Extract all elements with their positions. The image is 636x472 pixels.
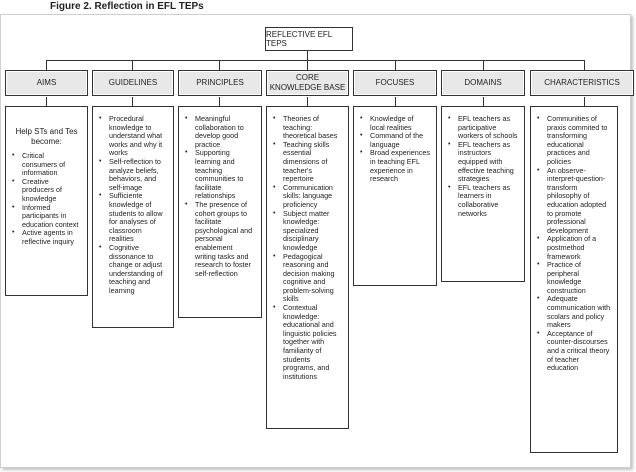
list-item: • EFL teachers as learners in collaborative networks — [442, 184, 524, 218]
list-item: • Communities of praxis commited to transforming educational practices and policies — [531, 115, 617, 167]
body-connector — [584, 97, 585, 106]
column-core-knowledge — [266, 106, 349, 429]
root-connector — [307, 50, 308, 60]
list-item: • An observe-interpret-question-transform philosophy of education adopted to promote professional development — [531, 167, 617, 236]
list-item: • Subject matter knowledge: specialized disciplinary knowledge — [267, 210, 348, 253]
list-item: • Cognitive dissonance to change or adjust understanding of teaching and learning — [93, 244, 173, 296]
body-connector — [132, 97, 133, 106]
list-item: • Active agents in reflective inquiry — [6, 229, 87, 246]
column-aims — [5, 106, 88, 296]
column-domains — [441, 106, 525, 282]
header-focuses: FOCUSES — [353, 70, 437, 96]
list-item: • Creative producers of knowledge — [6, 178, 87, 204]
root-node: REFLECTIVE EFL TEPS — [265, 27, 353, 51]
list-item: • Application of a postmethod framework — [531, 235, 617, 261]
header-characteristics: CHARACTERISTICS — [530, 70, 634, 96]
list-item: • Procedural knowledge to understand what works and why it works — [93, 115, 173, 158]
header-connector — [395, 60, 396, 70]
list-item: • Pedagogical reasoning and decision making cognitive and problem-solving skills — [267, 253, 348, 305]
body-connector — [46, 97, 47, 106]
list-item: • Informed participants in education context — [6, 204, 87, 230]
header-principles: PRINCIPLES — [178, 70, 262, 96]
list-item: • Critical consumers of information — [6, 152, 87, 178]
list-item: • Sufficiente knowledge of students to allow for analyses of classroom realities — [93, 192, 173, 244]
header-connector — [132, 60, 133, 70]
list-item: • Communication skills: language proficiency — [267, 184, 348, 210]
header-guidelines: GUIDELINES — [92, 70, 174, 96]
header-connector — [219, 60, 220, 70]
column-characteristics — [530, 106, 618, 453]
list-item: • Acceptance of counter-discourses and a critical theory of teacher education — [531, 330, 617, 373]
list-item: • Teaching skills essential dimensions of teacher's repertoire — [267, 141, 348, 184]
figure-title: Figure 2. Reflection in EFL TEPs — [50, 1, 204, 12]
header-connector — [46, 60, 47, 70]
list-item: • Contextual knowledge: educational and linguistic policies together with familiarity of students programs, and institutions — [267, 304, 348, 381]
body-connector — [307, 97, 308, 106]
list-item: • Practice of peripheral knowledge construction — [531, 261, 617, 295]
list-item: • Meaningful collaboration to develop good practice — [179, 115, 261, 149]
list-item: • Command of the language — [354, 132, 436, 149]
header-connector — [483, 60, 484, 70]
header-domains: DOMAINS — [441, 70, 525, 96]
list-item: • Theories of teaching: theoretical bases — [267, 115, 348, 141]
list-item: • EFL teachers as participative workers of schools — [442, 115, 524, 141]
body-connector — [219, 97, 220, 106]
body-connector — [483, 97, 484, 106]
aims-intro: Help STs and Tes become: — [15, 127, 78, 146]
list-item: • Broad experiences in teaching EFL experience in research — [354, 149, 436, 183]
horizontal-connector — [46, 60, 584, 61]
header-connector — [584, 60, 585, 70]
column-principles — [178, 106, 262, 318]
header-connector — [307, 60, 308, 70]
list-item: • EFL teachers as instructors equipped with effective teaching strategies — [442, 141, 524, 184]
list-item: • Supporting learning and teaching communities to facilitate relationships — [179, 149, 261, 201]
header-aims: AIMS — [5, 70, 88, 96]
list-item: • Self-reflection to analyze beliefs, behaviors, and self-image — [93, 158, 173, 192]
header-core-knowledge: CORE KNOWLEDGE BASE — [266, 70, 349, 96]
column-focuses — [353, 106, 437, 286]
column-guidelines — [92, 106, 174, 328]
body-connector — [395, 97, 396, 106]
list-item: • Knowledge of local realities — [354, 115, 436, 132]
list-item: • Adequate communication with scolars and policy makers — [531, 295, 617, 329]
list-item: • The presence of cohort groups to facilitate psychological and personal enablement writing tasks and research to foster self-reflection — [179, 201, 261, 278]
